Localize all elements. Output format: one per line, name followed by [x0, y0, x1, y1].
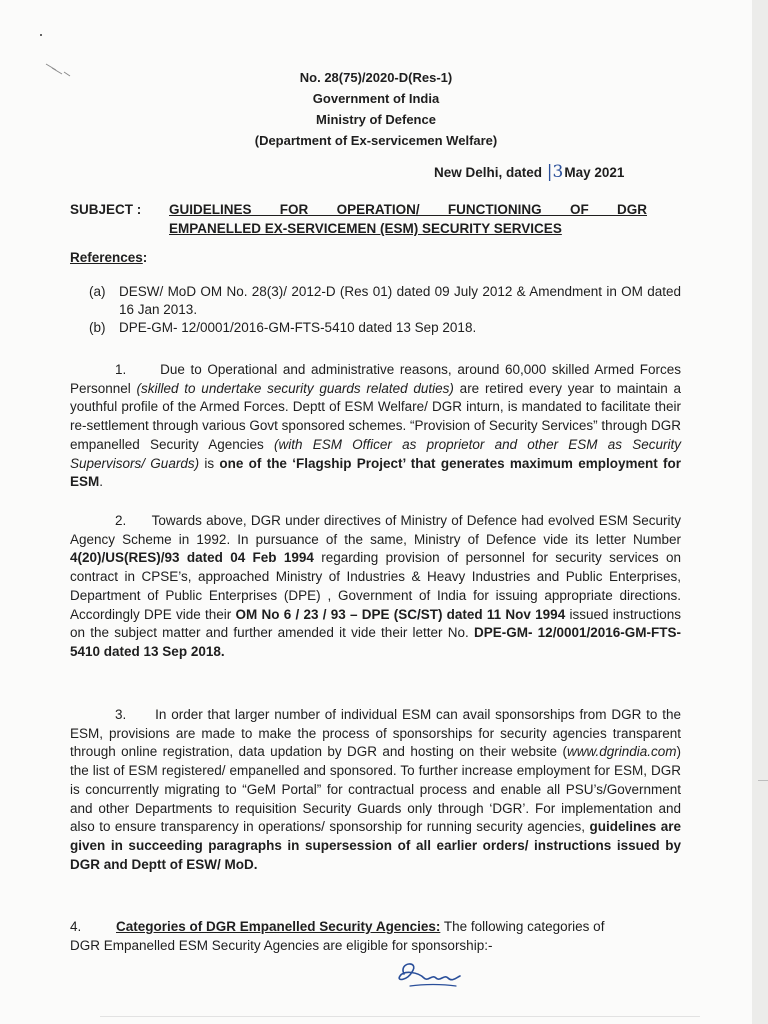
paragraph-text: are retired every year to maintain a youthful profile of the Armed Forces. Deptt of ESM Welfare/ DGR inturn, is mandated to facilitate their re-settlement through various Govt sponsored schemes. “Provision of Security Services” through DGR empanelled Security Agencies	[70, 380, 682, 452]
paragraph-text: In order that larger number of individual ESM can avail sponsorships from DGR to the ESM, provisions are made to make the process of sponsorships for security agencies transparent through online registration, data updation by DGR and hosting on their website (	[70, 707, 681, 760]
paragraph-bold: one of the ‘Flagship Project’ that generates maximum employment for ESM	[70, 455, 681, 490]
handwritten-day: |3	[546, 162, 564, 182]
reference-text: DESW/ MoD OM No. 28(3)/ 2012-D (Res 01) dated 09 July 2012 & Amendment in OM dated 16 Jan 2013.	[119, 284, 681, 317]
reference-marker: (a)	[89, 284, 106, 299]
paragraph-text: DGR Empanelled ESM Security Agencies are eligible for sponsorship:-	[70, 938, 493, 953]
paragraph-text: is	[199, 455, 220, 471]
paragraph-italic: (with ESM Officer as proprietor and other ESM as Security Supervisors/ Guards)	[70, 436, 681, 471]
paragraph-bold: OM No 6 / 23 / 93 – DPE (SC/ST) dated 11 Nov 1994	[235, 606, 566, 622]
paragraph-bold: DPE-GM- 12/0001/2016-GM-FTS-5410 dated 13 Sep 2018.	[70, 625, 681, 659]
subject-label: SUBJECT :	[70, 202, 142, 217]
paragraph-italic: (skilled to undertake security guards related duties)	[136, 380, 454, 396]
ministry-line: Ministry of Defence	[316, 112, 436, 127]
references-colon: :	[142, 250, 148, 265]
scan-speck	[40, 34, 42, 36]
paragraph-text: Due to Operational and administrative reasons, around 60,000 skilled Armed Forces Personnel	[70, 362, 681, 396]
date-suffix: May 2021	[564, 165, 625, 180]
letter-header	[0, 67, 752, 151]
reference-marker: (b)	[89, 320, 106, 335]
website-link: www.dgrindia.com	[566, 744, 677, 760]
government-line: Government of India	[312, 91, 440, 106]
paragraph-text: The following categories of	[440, 919, 605, 934]
scanner-edge	[752, 0, 768, 1024]
paragraph-text: issued instructions on the subject matter and further amended it vide their letter No.	[70, 606, 681, 641]
paragraph-number: 3.	[115, 707, 127, 722]
paragraph-2	[70, 512, 681, 662]
paragraph-text: Towards above, DGR under directives of Ministry of Defence had evolved ESM Security Agency Scheme in 1992. In pursuance of the same, Ministry of Defence vide its letter Number	[70, 513, 681, 547]
references-heading	[70, 250, 147, 265]
paragraph-3	[70, 706, 681, 874]
paragraph-bold: guidelines are given in succeeding paragraphs in supersession of all earlier orders/ instructions issued by DGR and Deptt of ESW/ MoD.	[70, 819, 681, 872]
paragraph-1	[70, 361, 681, 492]
reference-text: DPE-GM- 12/0001/2016-GM-FTS-5410 dated 13 Sep 2018.	[119, 320, 477, 335]
paragraph-heading: Categories of DGR Empanelled Security Agencies:	[116, 919, 441, 934]
date-line	[434, 162, 624, 182]
subject-line-2: EMPANELLED EX-SERVICEMEN (ESM) SECURITY SERVICES	[169, 221, 562, 236]
handwritten-signature	[390, 956, 470, 996]
paragraph-number: 1.	[115, 362, 127, 377]
paragraph-text: regarding provision of personnel for security services on contract in CPSE’s, approached Ministry of Industries & Heavy Industries and Public Enterprises, Department of Public Enterprises (DPE) , Government of India for issuing appropriate directions. Accordingly DPE vide their	[70, 550, 681, 622]
date-prefix: New Delhi, dated	[434, 165, 543, 180]
department-line: (Department of Ex-servicemen Welfare)	[254, 133, 498, 148]
subject-line-1: GUIDELINES FOR OPERATION/ FUNCTIONING OF DGR	[169, 202, 647, 217]
paragraph-number: 4.	[70, 919, 82, 934]
paragraph-text: ) the list of ESM registered/ empanelled and sponsored. To further increase employment for ESM, DGR is concurrently migrating to “GeM Portal” for contractual process and enable all PSU’s/Government and other Departments to requisition Security Guards only through ‘DGR’. For implementation and also to ensure transparency in operations/ sponsorship for running security agencies,	[70, 744, 681, 835]
paragraph-text: .	[99, 474, 104, 490]
references-title: References	[70, 250, 143, 265]
paragraph-bold: 4(20)/US(RES)/93 dated 04 Feb 1994	[70, 550, 314, 566]
page-bottom-shadow	[100, 1016, 700, 1017]
paragraph-number: 2.	[115, 513, 127, 528]
paragraph-4	[70, 917, 681, 955]
file-number: No. 28(75)/2020-D(Res-1)	[299, 70, 453, 85]
